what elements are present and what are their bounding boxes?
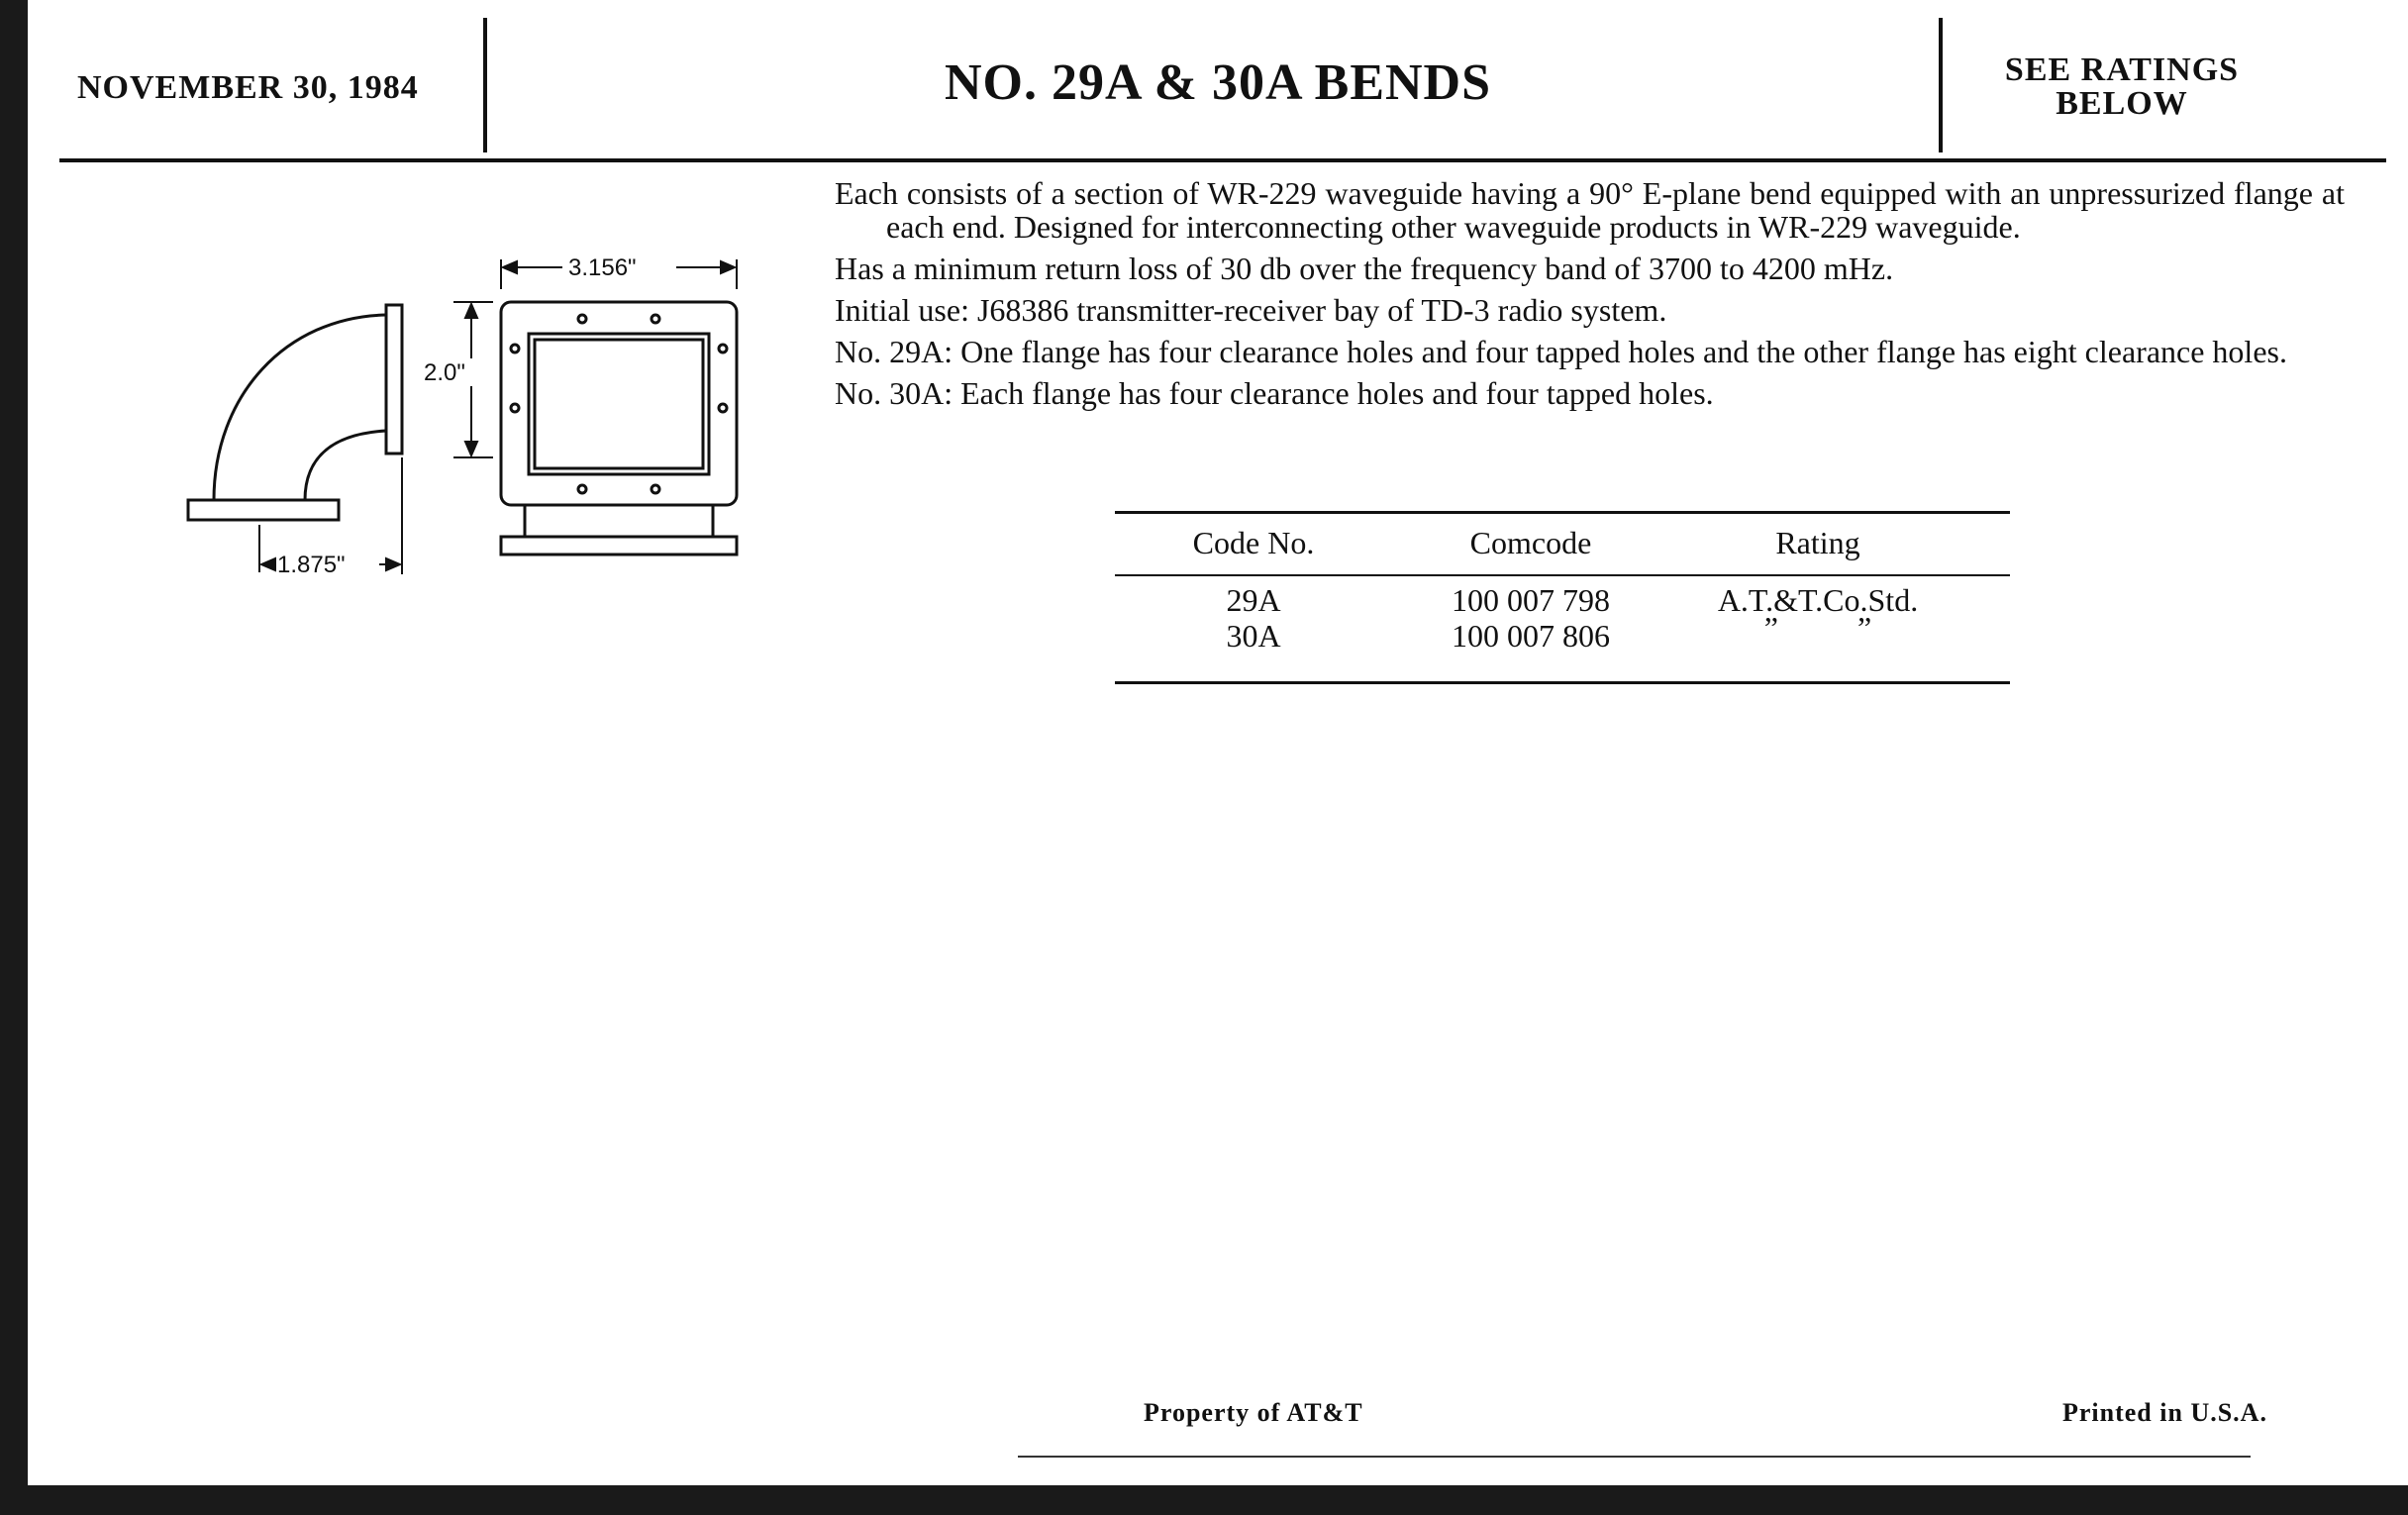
header-ratings — [1988, 53, 2256, 121]
table-top-rule — [1115, 511, 2010, 514]
table-row-2-code: 30A — [1226, 618, 1281, 654]
footer-printed: Printed in U.S.A. — [2062, 1398, 2267, 1427]
table-header-code: Code No. — [1192, 525, 1315, 560]
side-flange-shape — [386, 305, 402, 454]
table-header-rule — [1115, 574, 2010, 576]
front-window-outer — [529, 334, 709, 474]
table-header-comcode: Comcode — [1469, 525, 1592, 560]
description-paragraph-2: Has a minimum return loss of 30 db over the frequency band of 3700 to 4200 mHz. — [835, 251, 1894, 286]
header-date: NOVEMBER 30, 1984 — [77, 69, 419, 106]
footer-rule — [1018, 1456, 2251, 1458]
table-row-2-rating: ” ” — [1763, 610, 1872, 646]
catalog-sheet — [28, 0, 2408, 1485]
table-row-2-comcode: 100 007 806 — [1452, 618, 1610, 654]
front-base-flange — [501, 537, 737, 555]
bend-outer-curve — [214, 315, 386, 500]
bend-inner-curve — [305, 431, 386, 500]
description — [835, 176, 2345, 418]
table-row-1-rating: A.T.&T.Co.Std. — [1717, 582, 1919, 618]
dim-width-label: 3.156" — [568, 254, 637, 281]
dim-offset-label: 1.875" — [277, 552, 346, 578]
footer-property: Property of AT&T — [1144, 1398, 1363, 1427]
bottom-flange-shape — [188, 500, 339, 520]
description-paragraph-3: Initial use: J68386 transmitter-receiver bay of TD-3 radio system. — [835, 292, 1667, 328]
ratings-line-1: SEE RATINGS — [2004, 51, 2240, 88]
bend-drawing — [156, 238, 751, 594]
page-title: NO. 29A & 30A BENDS — [944, 54, 1492, 111]
table-row-1-comcode: 100 007 798 — [1452, 582, 1610, 618]
header-divider-right — [1939, 18, 1943, 152]
ratings-line-2: BELOW — [2056, 85, 2188, 122]
front-window-inner — [535, 340, 703, 468]
header-rule — [59, 158, 2386, 162]
description-paragraph-1: Each consists of a section of WR-229 waveguide having a 90° E-plane bend equipped with an unpressurized flange at each end. Designed for interconnecting other waveguide products in WR-229 waveguide. — [835, 175, 2345, 245]
scan-border — [0, 1485, 2408, 1515]
dim-height-label: 2.0" — [424, 359, 465, 386]
description-paragraph-5: No. 30A: Each flange has four clearance holes and four tapped holes. — [835, 375, 1714, 411]
table-row-1-code: 29A — [1226, 582, 1281, 618]
description-paragraph-4: No. 29A: One flange has four clearance holes and four tapped holes and the other flange has eight clearance holes. — [835, 334, 2287, 369]
front-body-shape — [525, 505, 713, 537]
table-bottom-rule — [1115, 681, 2010, 684]
table-header-rating: Rating — [1775, 525, 1860, 560]
